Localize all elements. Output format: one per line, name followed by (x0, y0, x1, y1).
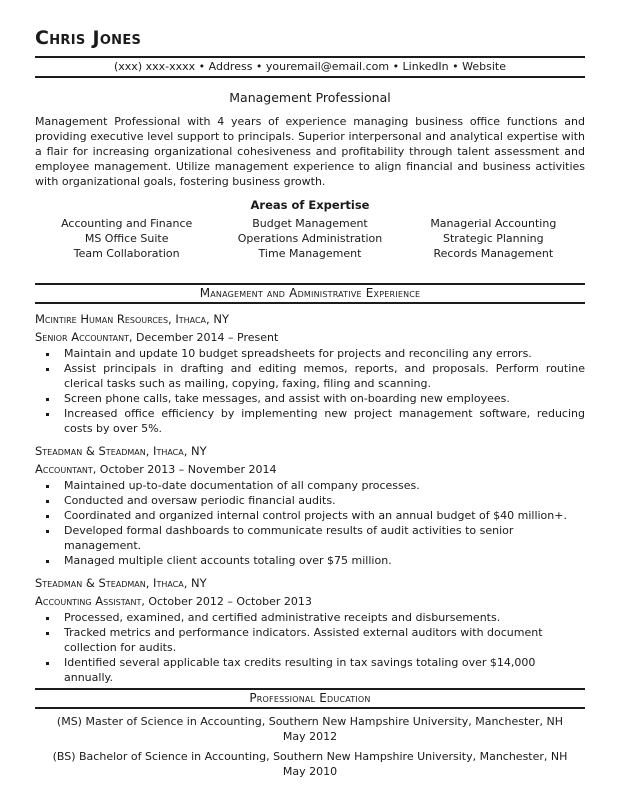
expertise-item: Managerial Accounting (430, 217, 557, 230)
bullet-item: ▪ Maintained up-to-date documentation of all company processes. (59, 478, 585, 493)
company-name: Mcintire Human Resources, Ithaca, NY (35, 312, 229, 326)
contact-bar (35, 56, 585, 78)
bullet-item: ▪ Conducted and oversaw periodic financial audits. (59, 493, 585, 508)
expertise-item: Records Management (433, 247, 554, 260)
expertise-grid (35, 216, 585, 261)
expertise-item: Budget Management (252, 217, 368, 230)
bullet-item: ▪ Tracked metrics and performance indicators. Assisted external auditors with document collection for audits. (59, 625, 585, 655)
bullet-list (35, 610, 585, 685)
degree-line: (BS) Bachelor of Science in Accounting, Southern New Hampshire University, Manchester, NH (52, 750, 568, 763)
summary-paragraph: Management Professional with 4 years of experience managing business office functions and providing executive level support to principals. Superior interpersonal and analytical expertise with a flair for increasing organizational cohesiveness and profitability through talent assessment and employee management. Utilize management experience to align financial and business activities with organizational goals, fostering business growth. (35, 115, 585, 188)
job-block (35, 312, 585, 436)
job-title-line (35, 462, 585, 476)
bullet-list (35, 478, 585, 568)
bullet-item: ▪ Maintain and update 10 budget spreadsheets for projects and reconciling any errors. (59, 346, 585, 361)
bullet-list (35, 346, 585, 436)
bullet-item: ▪ Developed formal dashboards to communicate results of audit activities to senior management. (59, 523, 585, 553)
degree-line: (MS) Master of Science in Accounting, Southern New Hampshire University, Manchester, NH (56, 715, 564, 728)
company-name: Steadman & Steadman, Ithaca, NY (35, 444, 207, 458)
person-name: Chris Jones (35, 27, 142, 49)
education-entry (35, 749, 585, 779)
degree-date: May 2012 (282, 730, 338, 743)
bullet-item: ▪ Increased office efficiency by implementing new project management software, reducing costs by over 5%. (59, 406, 585, 436)
job-dates: , December 2014 – Present (129, 331, 279, 344)
expertise-item: MS Office Suite (84, 232, 169, 245)
degree-date: May 2010 (282, 765, 338, 778)
expertise-item: Operations Administration (237, 232, 383, 245)
job-title-line (35, 330, 585, 344)
bullet-item: ▪ Assist principals in drafting and editing memos, reports, and proposals. Perform routine clerical tasks such as mailing, copying, faxing, filing and scanning. (59, 361, 585, 391)
job-title: Accountant (35, 462, 93, 476)
professional-title: Management Professional (229, 90, 391, 105)
job-dates: , October 2013 – November 2014 (92, 463, 277, 476)
bullet-item: ▪ Processed, examined, and certified administrative receipts and disbursements. (59, 610, 585, 625)
expertise-item: Strategic Planning (443, 232, 544, 245)
bullet-item: ▪ Screen phone calls, take messages, and assist with on-boarding new employees. (59, 391, 585, 406)
job-title-line (35, 594, 585, 608)
job-title: Senior Accountant (35, 330, 129, 344)
bullet-item: ▪ Managed multiple client accounts totaling over $75 million. (59, 553, 585, 568)
education-section-header: Professional Education (35, 688, 585, 709)
job-dates: , October 2012 – October 2013 (141, 595, 312, 608)
expertise-item: Accounting and Finance (61, 217, 193, 230)
expertise-item: Time Management (258, 247, 362, 260)
bullet-item: ▪ Coordinated and organized internal control projects with an annual budget of $40 million+. (59, 508, 585, 523)
education-entry (35, 714, 585, 744)
expertise-item: Team Collaboration (73, 247, 180, 260)
contact-line: (xxx) xxx-xxxx • Address • youremail@email.com • LinkedIn • Website (114, 60, 506, 73)
expertise-heading: Areas of Expertise (250, 198, 370, 212)
bullet-item: ▪ Identified several applicable tax credits resulting in tax savings totaling over $14,000 annually. (59, 655, 585, 685)
company-name: Steadman & Steadman, Ithaca, NY (35, 576, 207, 590)
experience-section-header: Management and Administrative Experience (35, 283, 585, 304)
job-title: Accounting Assistant (35, 594, 142, 608)
job-block (35, 444, 585, 568)
job-block (35, 576, 585, 685)
